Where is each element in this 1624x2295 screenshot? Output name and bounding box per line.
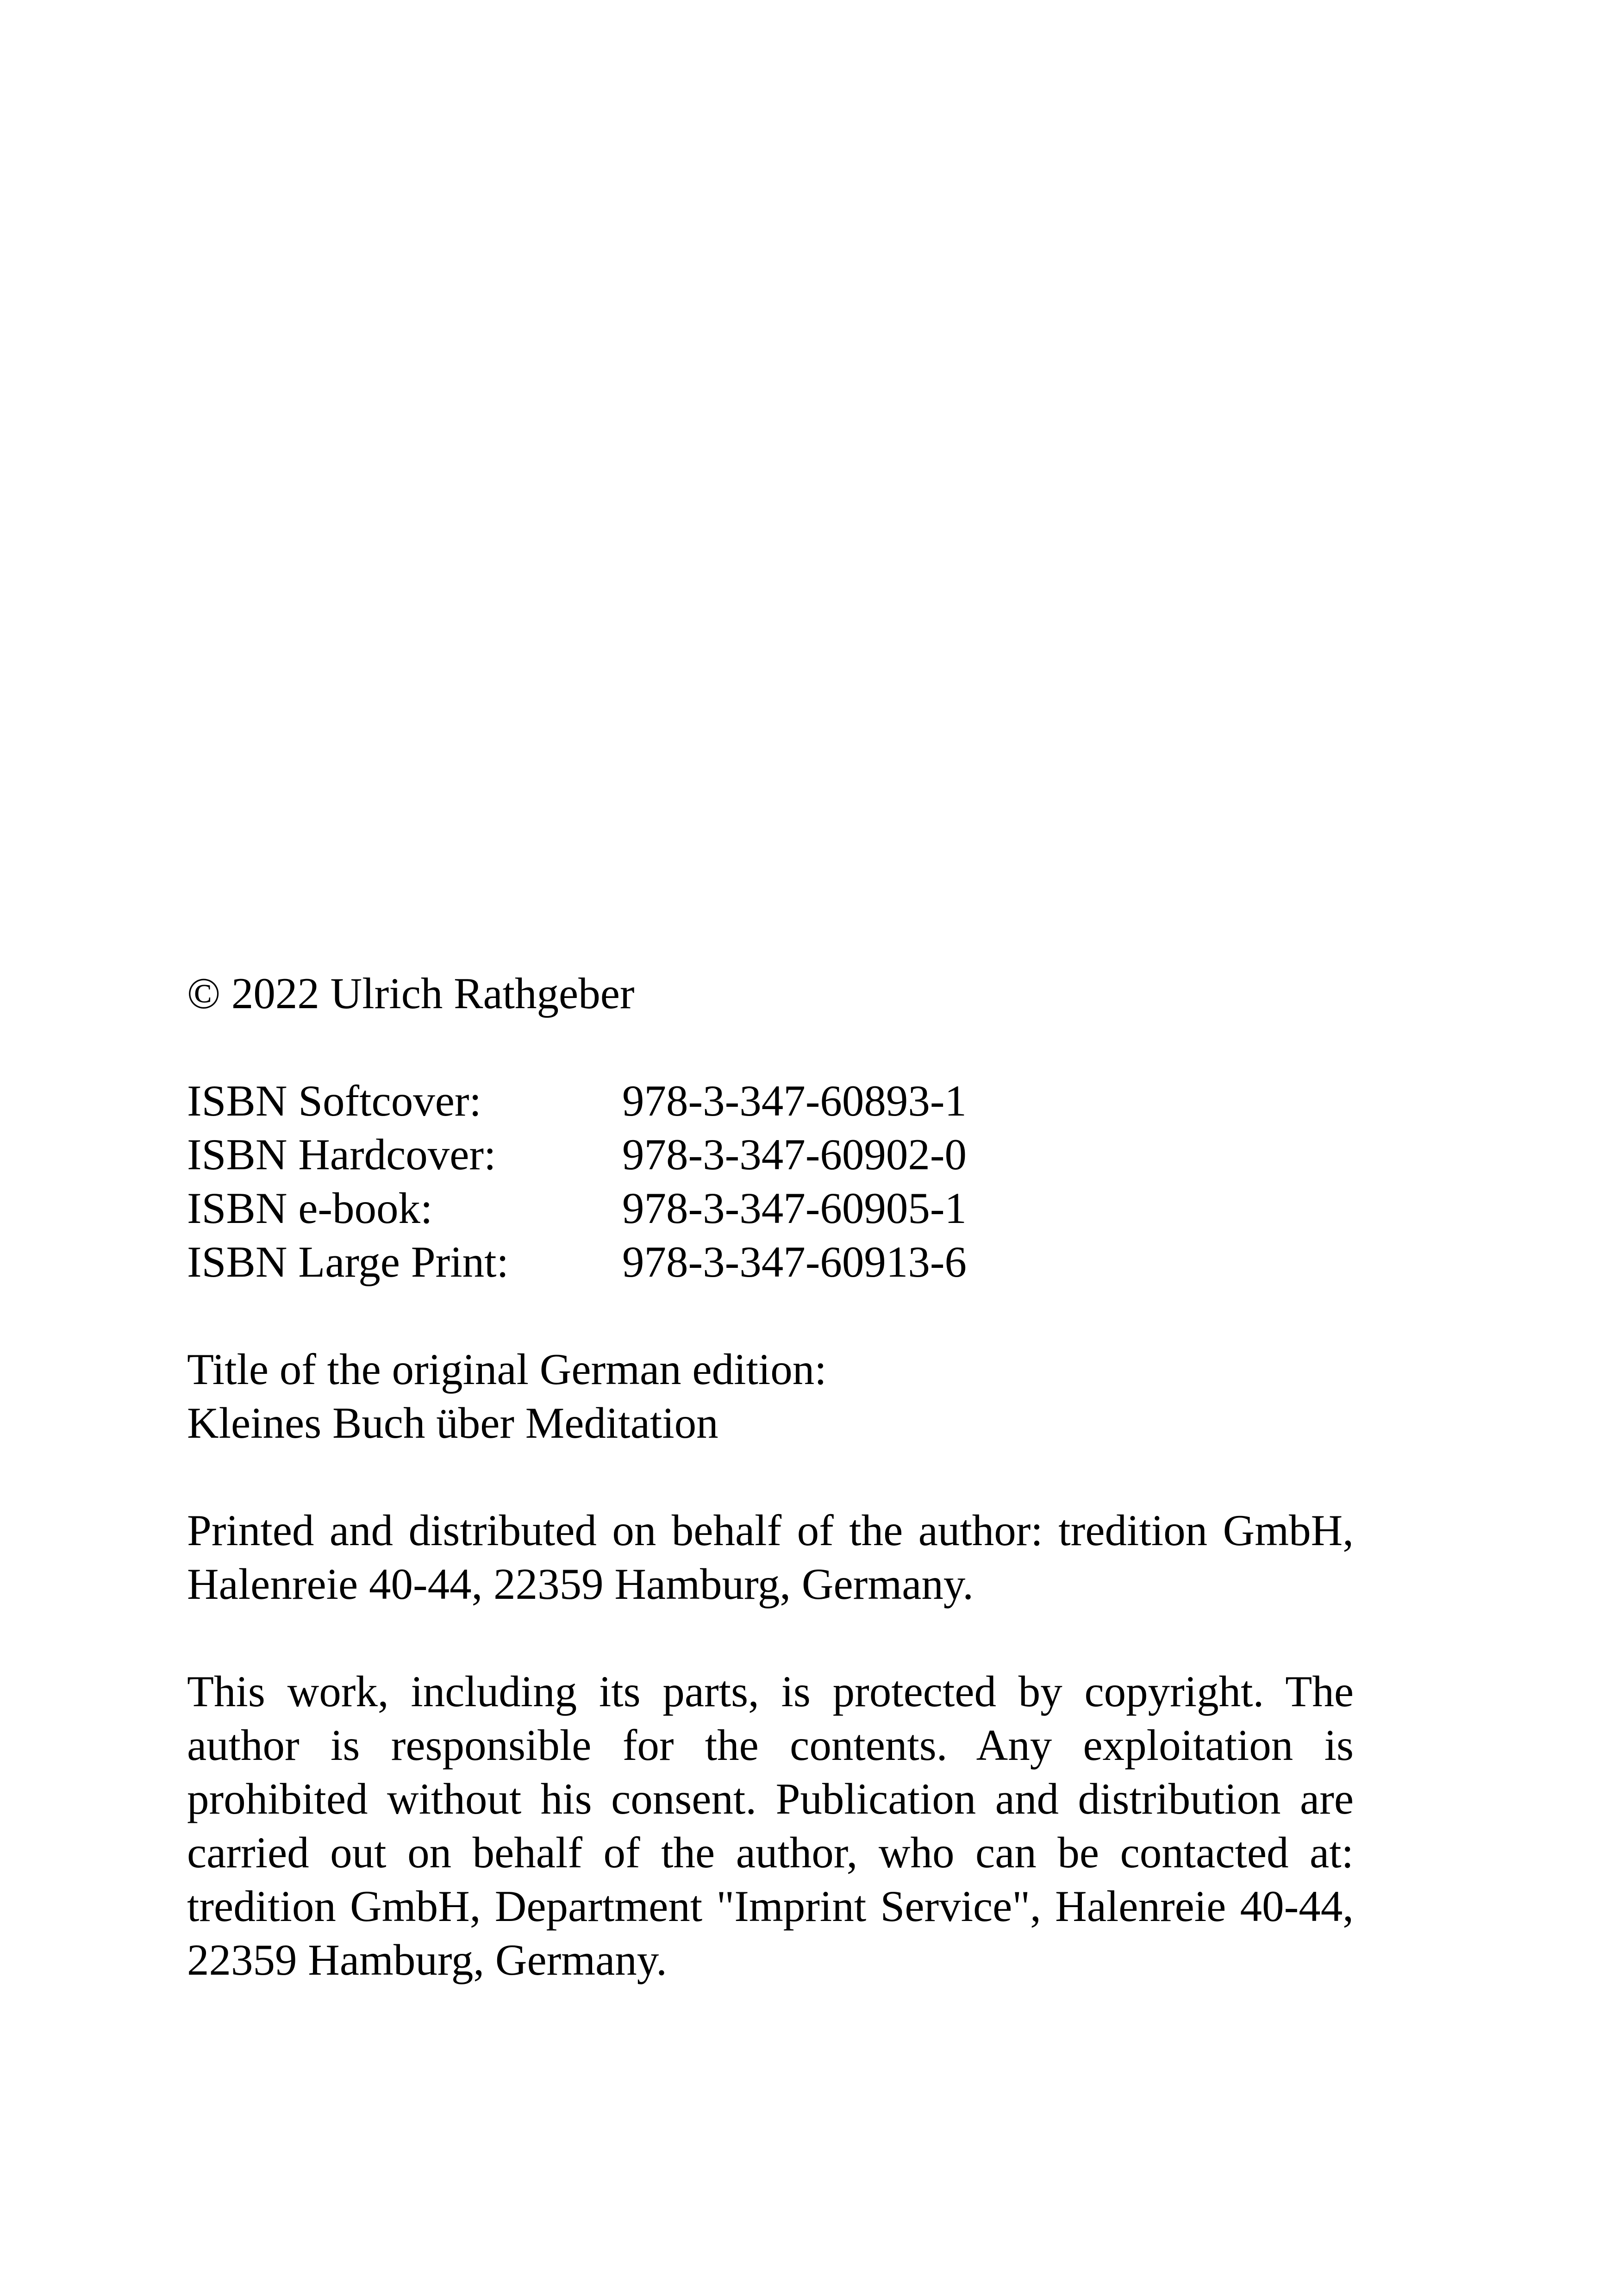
isbn-label: ISBN Hardcover: <box>187 1130 496 1179</box>
printing-note: Printed and distributed on behalf of the author: tredition GmbH, Halenreie 40-44, 22359 Hamburg, Germany. <box>187 1506 1354 1609</box>
isbn-value: 978-3-347-60893-1 <box>622 1076 967 1125</box>
isbn-row-large-print <box>187 1235 1354 1289</box>
isbn-label: ISBN Large Print: <box>187 1237 509 1286</box>
isbn-value: 978-3-347-60902-0 <box>622 1130 967 1179</box>
isbn-value: 978-3-347-60905-1 <box>622 1184 967 1233</box>
isbn-value: 978-3-347-60913-6 <box>622 1237 967 1286</box>
isbn-row-softcover <box>187 1074 1354 1128</box>
imprint-content <box>187 967 1354 2031</box>
isbn-list <box>187 1074 1354 1289</box>
copyright-line: © 2022 Ulrich Rathgeber <box>187 969 635 1018</box>
isbn-label: ISBN Softcover: <box>187 1076 481 1125</box>
original-title: Kleines Buch über Meditation <box>187 1398 718 1447</box>
isbn-row-ebook <box>187 1181 1354 1235</box>
copyright-notice: This work, including its parts, is protected by copyright. The author is responsible for the contents. Any exploitation is prohibited without his consent. Publication and distribution are carried out on behalf of the author, who can be contacted at: tredition GmbH, Department "Imprint Service", Halenreie 40-44, 22359 Hamburg, Germany. <box>187 1667 1354 1984</box>
original-title-block <box>187 1342 1354 1450</box>
isbn-label: ISBN e-book: <box>187 1184 433 1233</box>
original-title-heading: Title of the original German edition: <box>187 1345 827 1394</box>
isbn-row-hardcover <box>187 1128 1354 1181</box>
